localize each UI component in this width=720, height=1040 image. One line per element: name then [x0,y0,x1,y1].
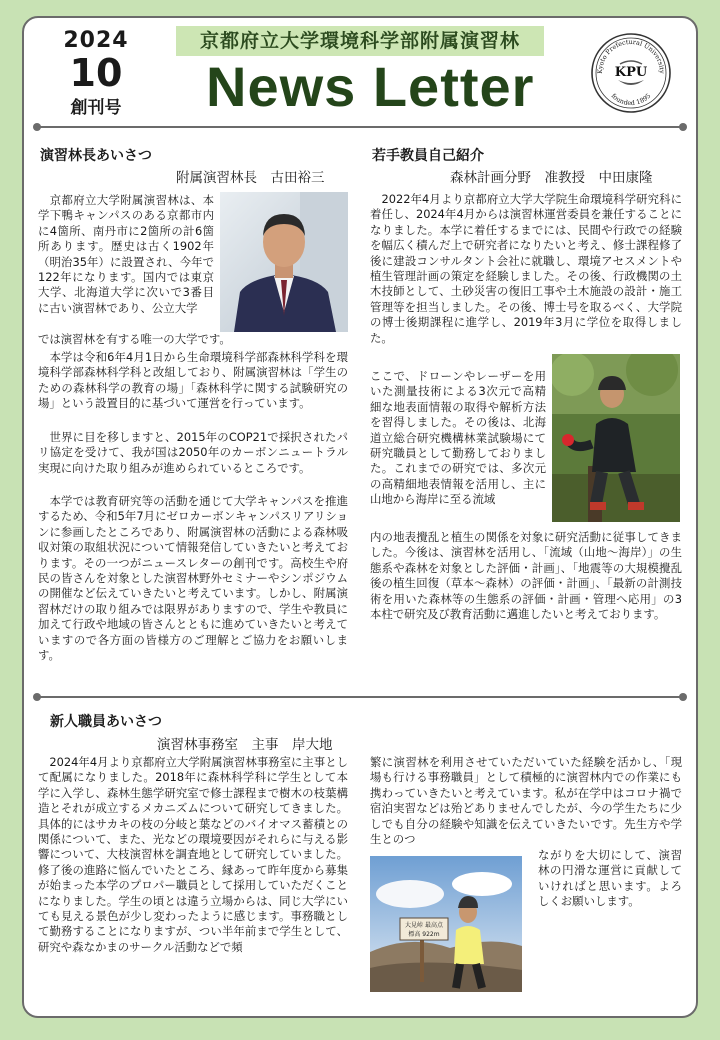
staff-photo [370,856,522,992]
faculty-paragraph-2a: ここで、ドローンやレーザーを用いた測量技術による3次元で高精細な地表面情報の取得や解析方法を習得しました。その後は、北海道立総合研究機構林業試験場にて研究職員として勤務しておりました。これまでの研究では、多次元の高精細地表情報を活用し、主に山地から海岸に至る流域 [370,369,546,507]
faculty-heading: 若手教員自己紹介 [372,148,484,164]
staff-paragraph-3: ながりを大切にして、演習林の円滑な運営に貢献していければと思います。よろしくお願いします。 [538,848,682,909]
logo-top-text: Kyoto Prefectural University [595,37,667,74]
newsletter-title: News Letter [206,55,535,118]
director-paragraph-2: 本学は令和6年4月1日から生命環境科学部森林科学科を環境科学部森林科学科と改組しており、附属演習林は「学生のための森林科学の教育の場」「森林科学に関する試験研究の場」という設置目的に基づいて運営を行っています。 [38,350,348,411]
staff-paragraph-2: 繁に演習林を利用させていただいていた経験を活かし、「現場も行ける事務職員」として積極的に演習林内での作業にも携わっていきたいと考えています。私が在学中はコロナ禍で宿泊実習などは殆どありませんでしたが、今の学生たちに少しでも自分の経験や知識を伝えていきたいです。先生方や学生とのつ [370,755,682,847]
issue-label: 創刊号 [70,98,122,118]
sign-line-1: 大見峠 最高点 [405,922,443,929]
director-paragraph-3: 世界に目を移しますと、2015年のCOP21で採択されたパリ協定を受けて、我が国は2050年のカーボンニュートラル実現に向けた取り組みが進められているところです。 [38,430,348,475]
sign-line-2: 標高 922m [408,931,440,938]
faculty-signature: 森林計画分野 准教授 中田康隆 [450,170,653,186]
faculty-paragraph-1: 2022年4月より京都府立大学大学院生命環境科学研究科に着任し、2024年4月からは演習林運営委員を兼任することになりました。本学に着任するまでには、民間や行政での経験を幅広く積んだ上で研究者になりたいと考え、修士課程修了後に建設コンサルタント会社に就職し、環境アセスメントや植生管理計画の策定を経験しました。その後、行政機関の土木技師として、土砂災害の復旧工事や土木施設の設計・施工管理等を担当しました。その後、博士号を取るべく、大学院の博士後期課程に進学し、2019年3月に学位を取得しました。 [370,192,682,345]
staff-paragraph-1: 2024年4月より京都府立大学附属演習林事務室に主事として配属になりました。2018年に森林科学科に学生として本学に入学し、森林生態学研究室で修士課程まで樹木の枝葉構造とそれが成立するメカニズムについて研究してきました。具体的にはサカキの枝の分岐と葉などのバイオマス蓄積との関係について、また、光などの環境要因がそれらに与える影響について、大枝演習林を調査地として研究していました。修了後の進路に悩んでいたところ、縁あって昨年度から募集が始まった本学のプロパー職員として採用していただくことになりました。学生の頃とは違う立場からは、同じ大学にいても見える景色が少し変わったように感じます。事務職として勤務することになりますが、つい半年前まで学生として、研究や森なかまのサークル活動などで頻 [38,755,348,954]
header-divider [37,126,683,128]
staff-signature: 演習林事務室 主事 岸大地 [157,737,333,753]
section-divider [37,696,683,698]
faculty-paragraph-2b: 内の地表攪乱と植生の関係を対象に研究活動に従事してきました。今後は、演習林を活用し、「流域（山地〜海岸）」の生態系や森林を対象とした評価・計画」、「地震等の大規模攪乱後の植生回復（草本〜森林）の評価・計画」、「最新の計測技術を用いた森林等の生態系の評価・計画・管理へ応用」の3本柱で研究及び教育活動に邁進したいと考えております。 [370,530,682,622]
director-photo [220,192,348,332]
issue-month: 10 [69,51,123,95]
issue-year: 2024 [63,28,129,53]
logo-center-text: KPU [614,65,648,80]
director-paragraph-1a: 京都府立大学附属演習林は、本学下鴨キャンパスのある京都市内に4箇所、南丹市に2箇所の計6箇所あります。歴史は古く1902年（明治35年）に設置され、今年で122年になります。国内では東京大学、北海道大学に次いで3番目に古い演習林であり、公立大学 [38,193,214,315]
faculty-photo [552,354,680,522]
kpu-seal-logo [590,32,672,114]
director-heading: 演習林長あいさつ [40,148,152,164]
rule-dot [679,693,687,701]
director-paragraph-4: 本学では教育研究等の活動を通じて大学キャンパスを推進するため、令和5年7月にゼロカーボンキャンパスリアリションに参画したところであり、附属演習林の活動による森林吸収対策の取組状況について情報発信していきたいと考えております。その一つがニュースレターの創刊です。高校生や府民の皆さんを対象とした演習林野外セミナーやシンポジウムの開催など伝えていきたいと考えています。しかし、附属演習林だけの取り組みでは限界がありますので、学生や教員に加えて行政や地域の皆さんとともに進めていきたいと考えていますので各方面の皆様方のご理解とご協力をお願いします。 [38,494,348,663]
issue-block [46,28,146,118]
school-name-banner: 京都府立大学環境科学部附属演習林 [176,26,544,56]
director-signature: 附属演習林長 古田裕三 [176,170,325,186]
logo-bottom-text: founded 1895 [609,91,653,108]
director-paragraph-1b: では演習林を有する唯一の大学です。 [38,332,231,346]
rule-dot [679,123,687,131]
staff-heading: 新人職員あいさつ [50,714,162,730]
